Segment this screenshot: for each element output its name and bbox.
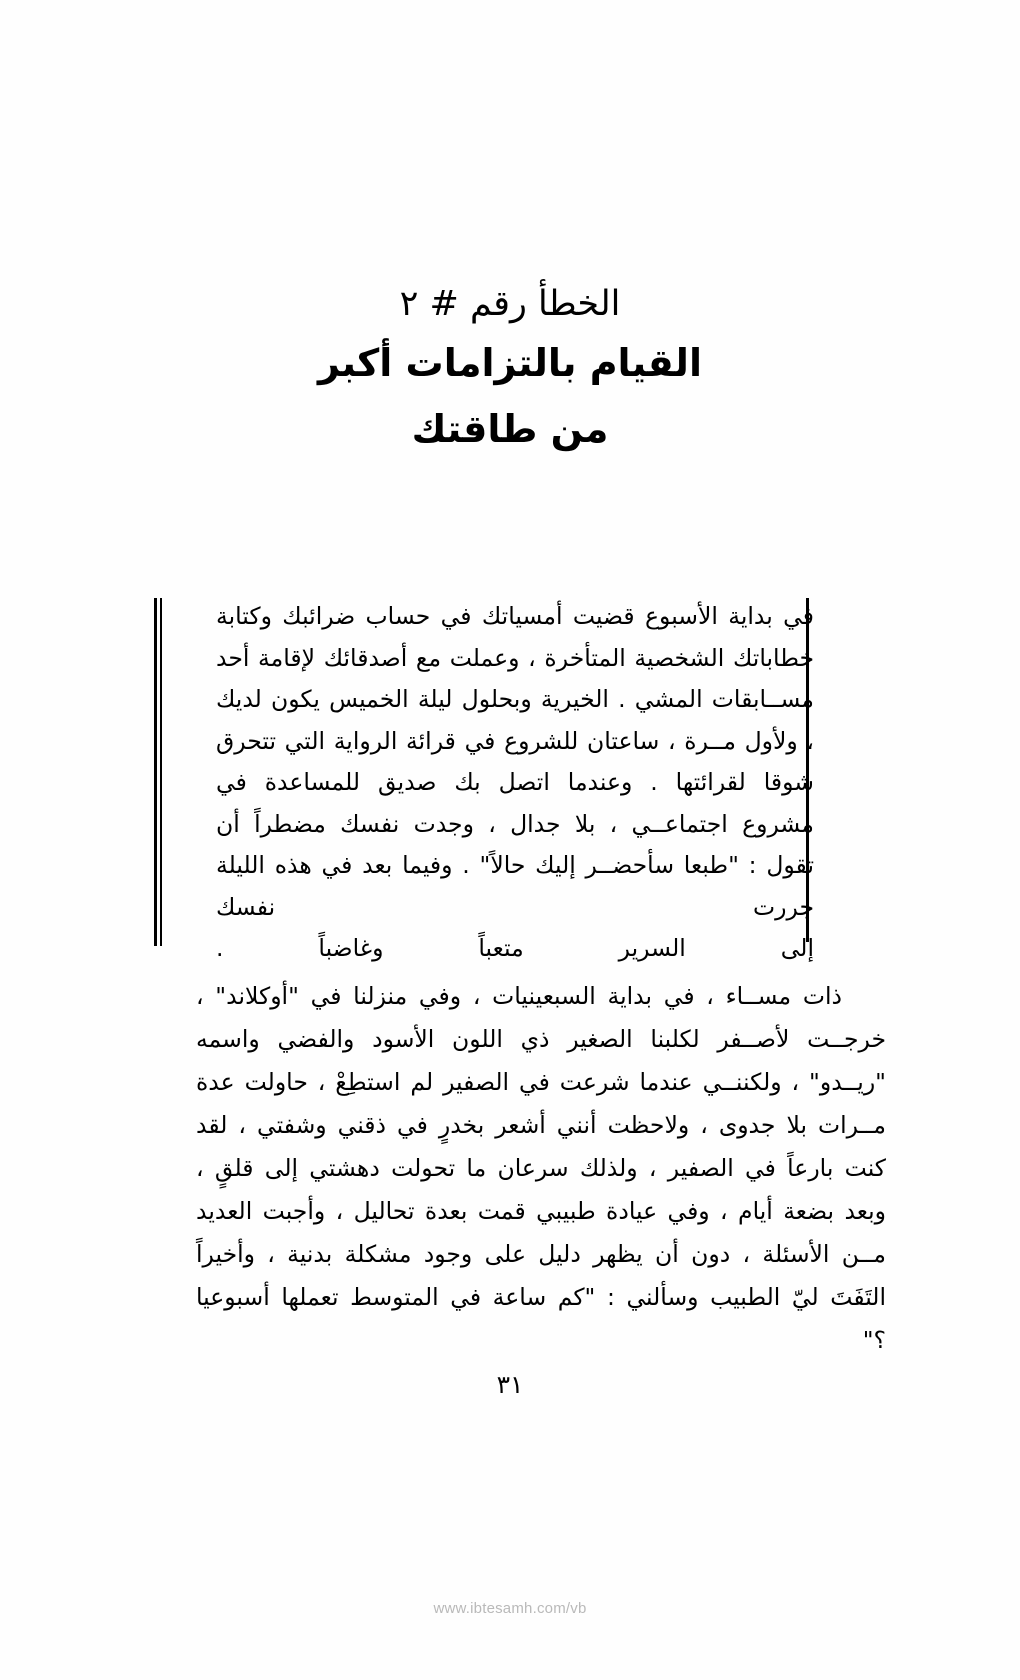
footer-watermark: www.ibtesamh.com/vb [433, 1600, 587, 1617]
quote-left-rule [154, 598, 157, 946]
heading-line-3: من طاقتك [411, 407, 609, 451]
heading-line-2: القيام بالتزامات أكبر [318, 341, 702, 385]
heading-line-1: الخطأ رقم # ٢ [399, 284, 621, 324]
quote-block [198, 596, 814, 970]
page-heading [0, 278, 1020, 462]
quote-left-rule-inner [160, 598, 162, 946]
quote-last-line: إلى السرير متعباً وغاضباً . [216, 934, 814, 962]
body-block [196, 975, 886, 1362]
quote-paragraph: في بداية الأسبوع قضيت أمسياتك في حساب ضرائبك وكتابة خطاباتك الشخصية المتأخرة ، وعملت مع أصدقائك لإقامة أحد مســابقات المشي . الخيرية وبحلول ليلة الخميس يكون لديك ، ولأول مــرة ، ساعتان للشروع في قرائة الرواية التي تتحرق شوقا لقرائتها . وعندما اتصل بك صديق للمساعدة في مشروع اجتماعــي ، بلا جدال ، وجدت نفسك مضطراً أن تقول : "طبعا سأحضــر إليك حالاً" . وفيما بعد في هذه الليلة جررت نفسك [216, 602, 814, 921]
page-number: ٣١ [496, 1370, 524, 1399]
body-paragraph: ذات مســاء ، في بداية السبعينيات ، وفي منزلنا في "أوكلاند" ، خرجــت لأصــفر لكلبنا الصغير ذي اللون الأسود والفضي واسمه "ريــدو" ، ولكننــي عندما شرعت في الصفير لم استطِعْ ، حاولت عدة مــرات بلا جدوى ، ولاحظت أنني أشعر بخدرٍ في ذقني وشفتي ، لقد كنت بارعاً في الصفير ، ولذلك سرعان ما تحولت دهشتي إلى قلقٍ ، وبعد بضعة أيام ، وفي عيادة طبيبي قمت بعدة تحاليل ، وأجبت العديد مــن الأسئلة ، دون أن يظهر دليل على وجود مشكلة بدنية ، وأخيراً التَفَتَ ليّ الطبيب وسألني : "كم ساعة في المتوسط تعملها أسبوعيا ؟" [196, 982, 886, 1354]
